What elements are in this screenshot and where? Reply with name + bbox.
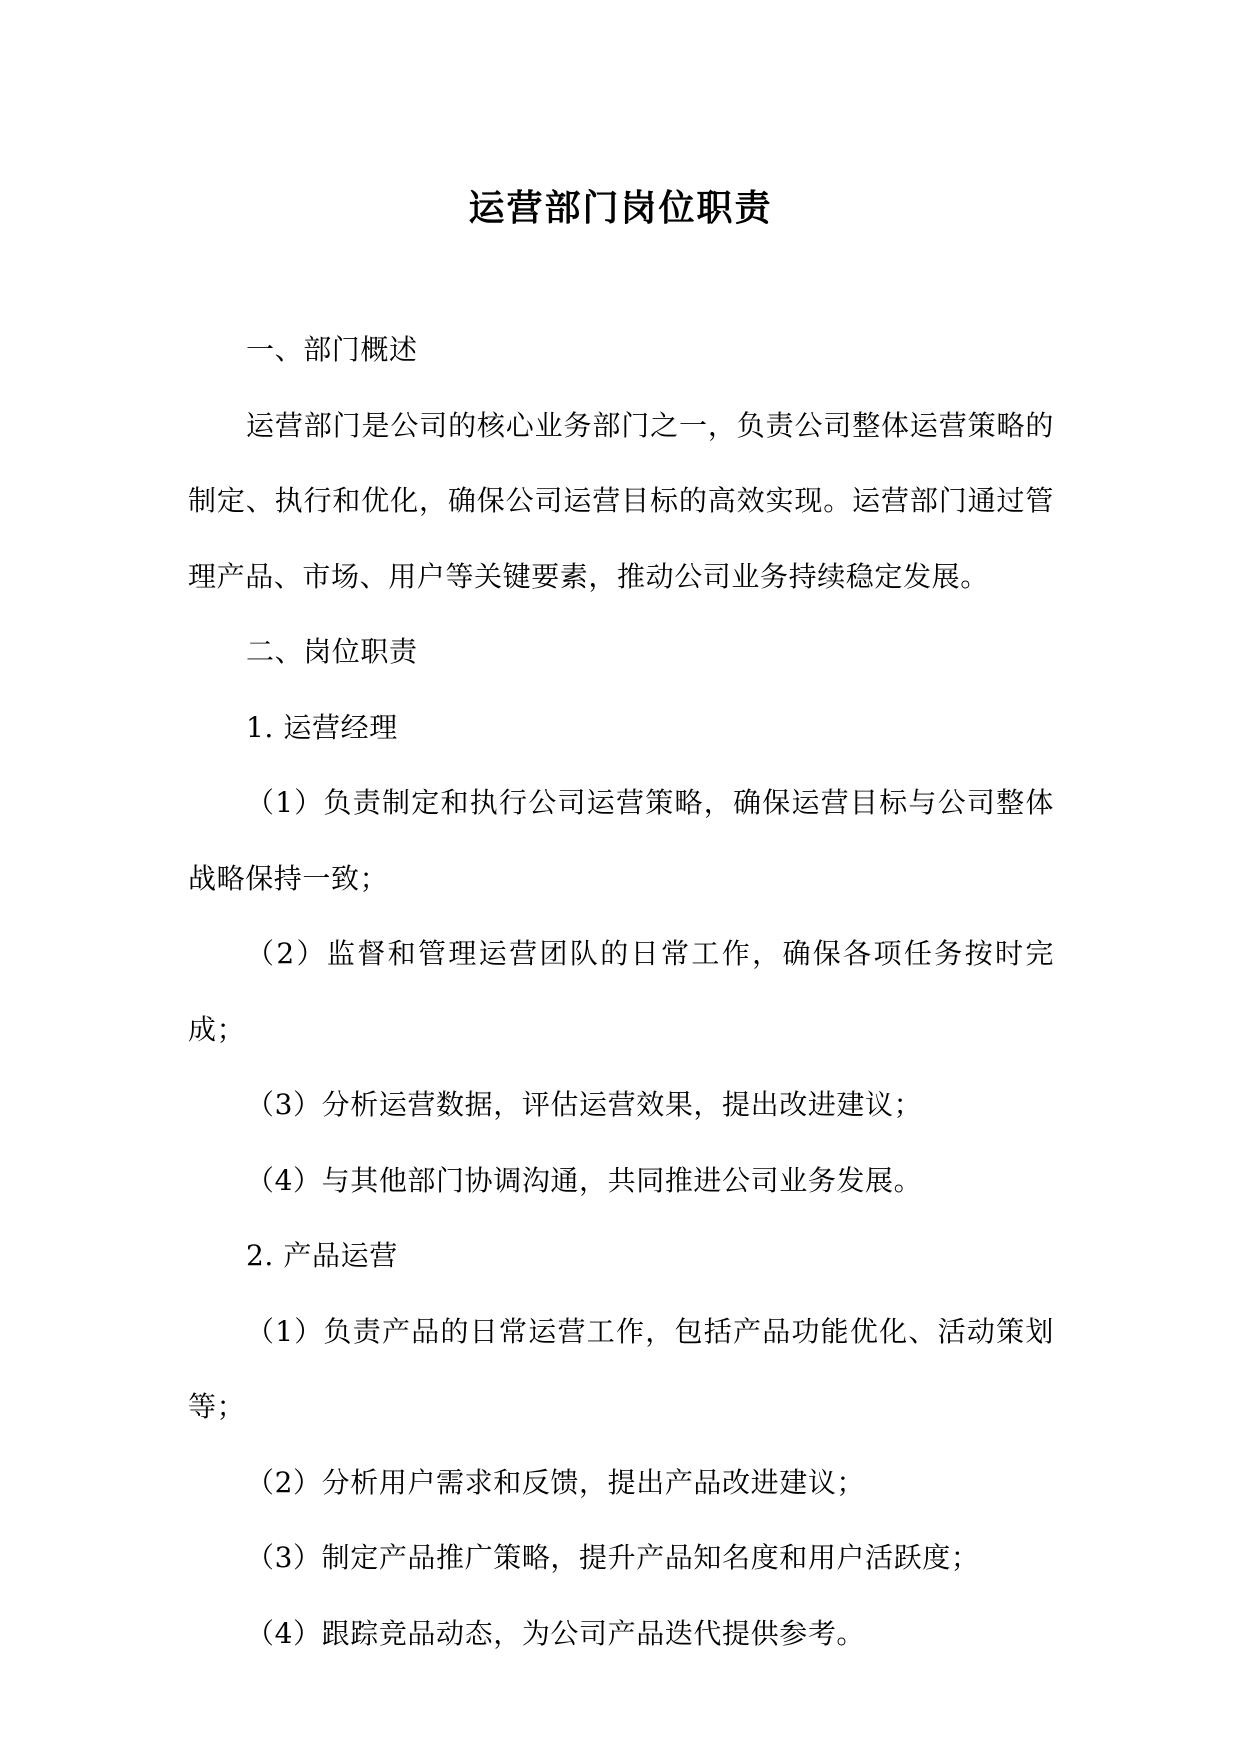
- list-item: （2）分析用户需求和反馈，提出产品改进建议；: [246, 1465, 866, 1499]
- section-heading-duties: 二、岗位职责: [246, 635, 418, 668]
- list-item: （3）制定产品推广策略，提升产品知名度和用户活跃度；: [246, 1541, 980, 1574]
- document-body: [188, 312, 1054, 1671]
- list-item: （4）与其他部门协调沟通，共同推进公司业务发展。: [246, 1163, 923, 1197]
- list-item: （1）负责制定和执行公司运营策略，确保运营目标与公司整体战略保持一致；: [188, 786, 1054, 895]
- subheading-product-operations: 2. 产品运营: [246, 1239, 398, 1272]
- list-item: （3）分析运营数据，评估运营效果，提出改进建议；: [246, 1088, 923, 1121]
- subheading-operations-manager: 1. 运营经理: [246, 710, 398, 744]
- section-heading-overview: 一、部门概述: [246, 333, 418, 366]
- list-item: （4）跟踪竞品动态，为公司产品迭代提供参考。: [246, 1616, 866, 1650]
- list-item: （2）监督和管理运营团队的日常工作，确保各项任务按时完成；: [188, 937, 1054, 1046]
- paragraph-overview: 运营部门是公司的核心业务部门之一，负责公司整体运营策略的制定、执行和优化，确保公司运营目标的高效实现。运营部门通过管理产品、市场、用户等关键要素，推动公司业务持续稳定发展。: [188, 408, 1054, 593]
- list-item: （1）负责产品的日常运营工作，包括产品功能优化、活动策划等；: [188, 1314, 1054, 1423]
- document-title: 运营部门岗位职责: [468, 187, 773, 229]
